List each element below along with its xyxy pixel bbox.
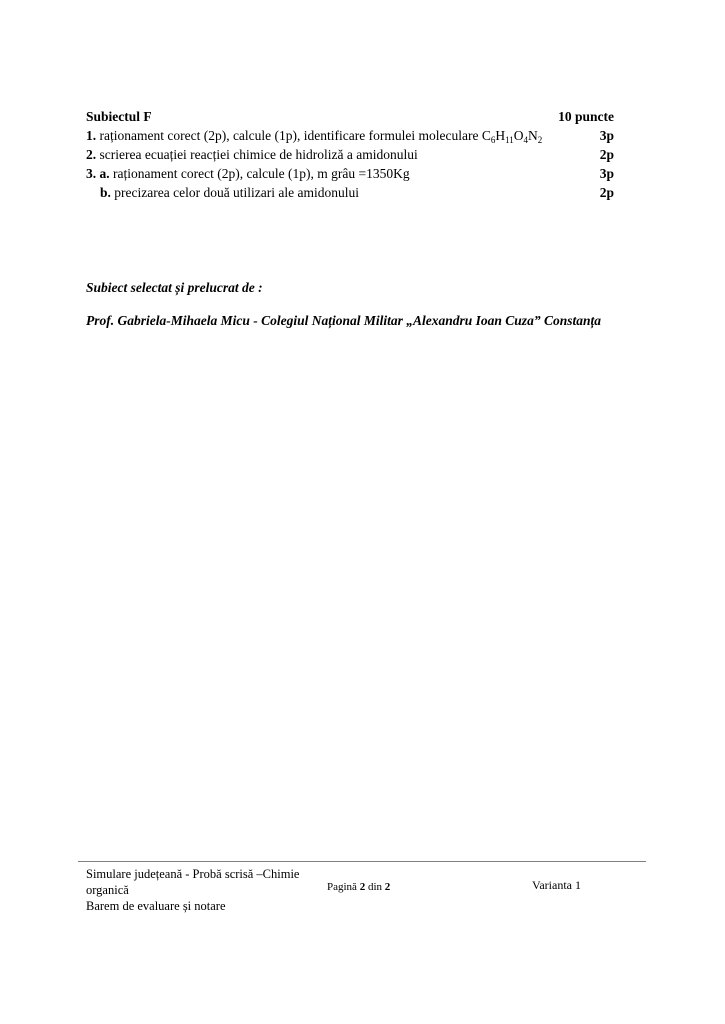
molecular-formula: $C_6H_{11}O_4N_2$ bbox=[481, 128, 543, 145]
subject-header bbox=[86, 107, 614, 126]
footer-divider bbox=[78, 861, 646, 862]
item-text: raționament corect (2p), calcule (1p), m grâu =1350Kg bbox=[109, 166, 410, 181]
scoring-item-2 bbox=[86, 145, 614, 164]
page-number: Pagină 2 din 2 bbox=[327, 881, 391, 893]
footer-exam-info bbox=[86, 866, 336, 914]
item-points: 3p bbox=[599, 128, 614, 143]
item-points: 2p bbox=[599, 147, 614, 162]
item-text: precizarea celor două utilizari ale amidonului bbox=[110, 185, 360, 200]
item-points: 3p bbox=[599, 166, 614, 181]
item-number: 1. bbox=[86, 128, 97, 143]
credits-heading: Subiect selectat și prelucrat de : bbox=[86, 280, 263, 295]
item-number: 3. a. bbox=[86, 166, 110, 181]
credits-author: Prof. Gabriela-Mihaela Micu - Colegiul Național Militar „Alexandru Ioan Cuza” Constanța bbox=[86, 313, 601, 328]
subject-title: Subiectul F bbox=[86, 109, 152, 124]
footer-line-3: Barem de evaluare și notare bbox=[86, 899, 226, 913]
item-number: 2. bbox=[86, 147, 97, 162]
scoring-item-1 bbox=[86, 126, 614, 145]
scoring-item-3b bbox=[86, 183, 614, 202]
variant-label: Varianta 1 bbox=[532, 878, 581, 892]
scoring-item-3a bbox=[86, 164, 614, 183]
subject-total-points: 10 puncte bbox=[558, 109, 614, 124]
footer-line-2: organică bbox=[86, 883, 129, 897]
item-number: b. bbox=[100, 185, 111, 200]
item-text: scrierea ecuației reacției chimice de hidroliză a amidonului bbox=[96, 147, 418, 162]
footer-line-1: Simulare județeană - Probă scrisă –Chimie bbox=[86, 867, 300, 881]
item-text: raționament corect (2p), calcule (1p), identificare formulei moleculare bbox=[96, 128, 482, 143]
item-points: 2p bbox=[599, 185, 614, 200]
